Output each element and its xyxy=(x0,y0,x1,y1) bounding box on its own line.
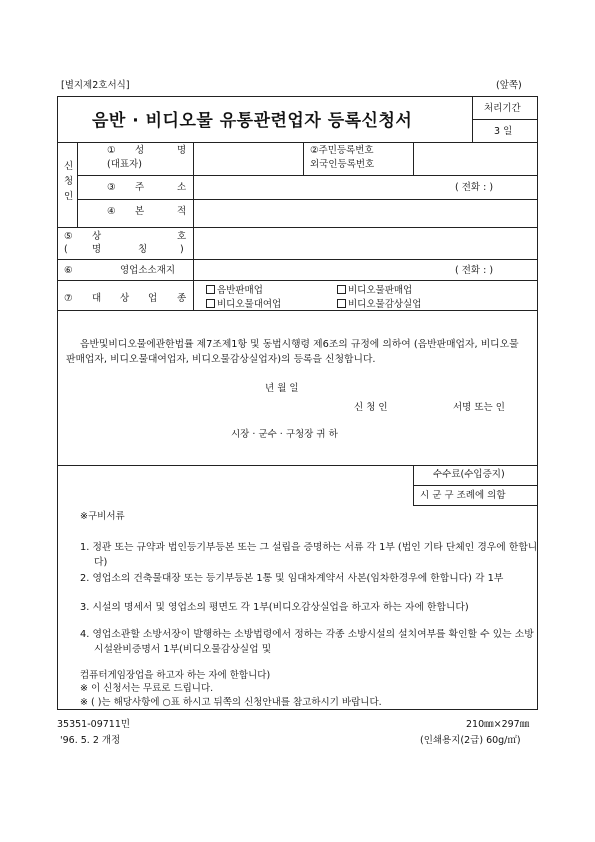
applicant-signature-label: 신 청 인 xyxy=(354,402,388,413)
footer-size: 210㎜×297㎜ xyxy=(466,719,530,730)
address-label-a: 주 xyxy=(135,182,145,193)
trade-sub-d: ) xyxy=(180,244,184,255)
address-number: ③ xyxy=(107,182,116,193)
trade-sub-a: ( xyxy=(64,244,68,255)
origin-number: ④ xyxy=(107,206,116,217)
document-item-3: 3. 시설의 명세서 및 영업소의 평면도 각 1부(비디오감상실업을 하고자 하는 자에 한합니다) xyxy=(80,602,469,613)
origin-label-a: 본 xyxy=(135,206,145,217)
checkbox-icon xyxy=(206,299,215,308)
trade-sub-c: 칭 xyxy=(138,244,148,255)
trade-label-a: 상 xyxy=(92,231,102,242)
applicant-label-2: 청 xyxy=(64,176,74,187)
footer-paper: (인쇄용지(2급) 60g/㎡) xyxy=(420,735,521,746)
trade-sub-b: 명 xyxy=(92,244,102,255)
checkbox-icon xyxy=(337,299,346,308)
document-item-4: 4. 영업소관할 소방서장이 발행하는 소방법령에서 정하는 각종 소방시설의 설치여부를 확인할 수 있는 소방시설완비증명서 1부(비디오물감상실업 및 xyxy=(80,629,534,655)
checkbox-icon xyxy=(337,285,346,294)
type-label-b: 상 xyxy=(120,293,130,304)
note-free: ※ 이 신청서는 무료로 드립니다. xyxy=(80,683,214,694)
side-label: (앞쪽) xyxy=(496,80,522,91)
origin-label-b: 적 xyxy=(177,206,187,217)
addressee: 시장 · 군수 · 구청장 귀 하 xyxy=(231,429,338,440)
name-number: ① xyxy=(107,145,116,156)
footer-code: 35351-09711민 xyxy=(57,719,131,730)
option-video-retail[interactable]: 비디오물판매업 xyxy=(337,285,412,296)
address-label-b: 소 xyxy=(177,182,187,193)
processing-period-label: 처리기간 xyxy=(484,103,521,114)
name-label-a: 성 xyxy=(135,145,145,156)
document-item-2: 2. 영업소의 건축물대장 또는 등기부등본 1통 및 임대차계약서 사본(임차한경우에 한합니다) 각 1부 xyxy=(80,573,504,584)
footer-revision: '96. 5. 2 개정 xyxy=(60,735,121,746)
application-date: 년 월 일 xyxy=(265,383,299,394)
processing-period-value: 3 일 xyxy=(494,126,513,137)
document-item-4-cont: 컴퓨터게임장업을 하고자 하는 자에 한합니다) xyxy=(80,670,271,681)
location-number: ⑥ xyxy=(64,265,73,276)
note-instructions: ※ ( )는 해당사항에 ○표 하시고 뒤쪽의 신청안내를 참고하시기 바랍니다. xyxy=(80,697,382,708)
type-label-a: 대 xyxy=(92,293,102,304)
applicant-label-1: 신 xyxy=(64,161,74,172)
documents-heading: ※구비서류 xyxy=(80,511,125,522)
trade-label-b: 호 xyxy=(177,231,187,242)
type-label-c: 업 xyxy=(148,293,158,304)
location-label: 영업소소재지 xyxy=(120,265,176,276)
option-video-viewing[interactable]: 비디오물감상실업 xyxy=(337,299,421,310)
name-sub-label: (대표자) xyxy=(107,159,142,170)
form-number: [별지제2호서식] xyxy=(61,80,130,91)
location-phone: ( 전화 : ) xyxy=(455,265,494,276)
address-phone: ( 전화 : ) xyxy=(455,182,494,193)
rrn-label: ②주민등록번호 xyxy=(310,145,374,156)
checkbox-icon xyxy=(206,285,215,294)
foreigner-reg-label: 외국인등록번호 xyxy=(310,159,375,170)
trade-number: ⑤ xyxy=(64,231,73,242)
type-label-d: 종 xyxy=(177,293,187,304)
option-record-retail[interactable]: 음반판매업 xyxy=(206,285,263,296)
applicant-label-3: 인 xyxy=(64,191,74,202)
signature-label: 서명 또는 인 xyxy=(453,402,505,413)
option-video-rental[interactable]: 비디오물대여업 xyxy=(206,299,281,310)
type-number: ⑦ xyxy=(64,293,73,304)
fee-label: 수수료(수입증지) xyxy=(433,469,505,480)
document-item-1: 1. 정관 또는 규약과 법인등기부등본 또는 그 설립을 증명하는 서류 각 1부 (법인 기타 단체인 경우에 한합니다) xyxy=(80,542,538,568)
name-label-b: 명 xyxy=(177,145,187,156)
form-title: 음반 · 비디오물 유통관련업자 등록신청서 xyxy=(92,111,413,131)
application-statement: 음반및비디오물에관한법률 제7조제1항 및 동법시행령 제6조의 규정에 의하여 (음반판매업자, 비디오물판매업자, 비디오물대여업자, 비디오물감상실업자)의 등록을 신청합니다. xyxy=(66,339,519,365)
fee-value: 시 군 구 조례에 의함 xyxy=(420,490,506,501)
